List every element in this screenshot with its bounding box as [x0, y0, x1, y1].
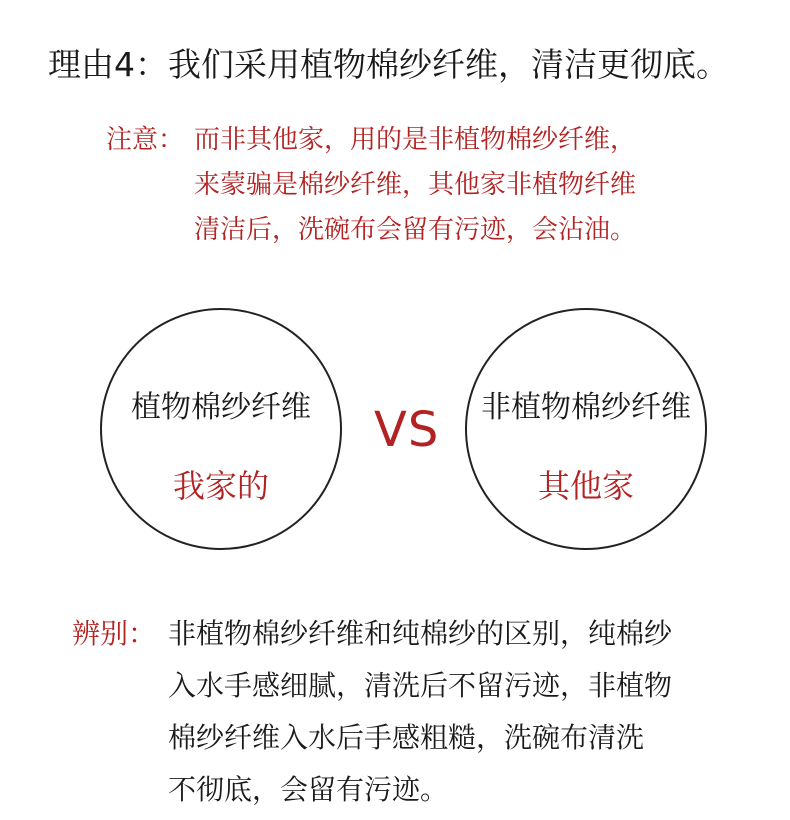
distinguish-line: 不彻底，会留有污迹。: [168, 773, 449, 806]
circle-owner-label: 其他家: [537, 467, 634, 505]
comparison-circle-ours: [100, 308, 342, 550]
circle-owner-label: 我家的: [172, 467, 269, 505]
note-line: 而非其他家，用的是非植物棉纱纤维，: [194, 125, 637, 155]
page-title: 理由4：我们采用植物棉纱纤维，清洁更彻底。: [48, 45, 729, 84]
circle-material-label: 植物棉纱纤维: [131, 390, 311, 425]
note-line: 清洁后，洗碗布会留有污迹，会沾油。: [194, 215, 637, 245]
distinguish-label: 辨别：: [72, 617, 157, 650]
distinguish-line: 入水手感细腻，清洗后不留污迹，非植物: [168, 669, 673, 702]
circle-material-label: 非植物棉纱纤维: [481, 390, 691, 425]
note-block: [106, 118, 636, 253]
distinguish-block: [72, 608, 672, 816]
distinguish-line: 非植物棉纱纤维和纯棉纱的区别，纯棉纱: [168, 617, 673, 650]
comparison-circle-others: [465, 308, 707, 550]
note-line: 来蒙骗是棉纱纤维，其他家非植物纤维: [194, 170, 637, 200]
vs-label: VS: [374, 402, 440, 458]
note-label: 注意：: [106, 125, 185, 155]
distinguish-line: 棉纱纤维入水后手感粗糙，洗碗布清洗: [168, 721, 645, 754]
